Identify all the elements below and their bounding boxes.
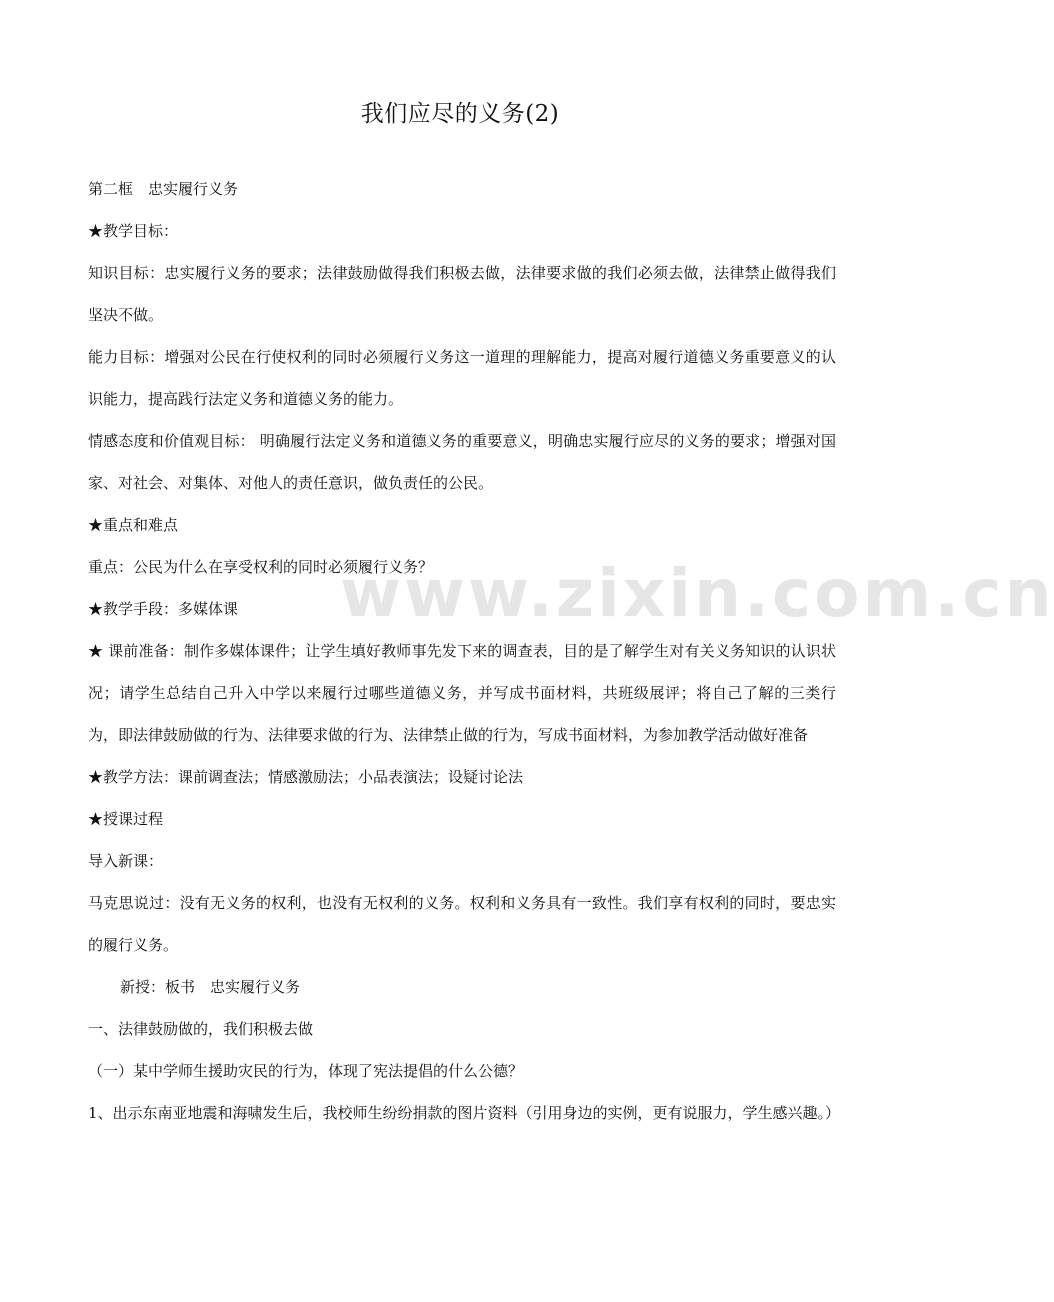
emotion-goal: 情感态度和价值观目标： 明确履行法定义务和道德义务的重要意义，明确忠实履行应尽的义务的要求；增强对国家、对社会、对集体、对他人的责任意识，做负责任的公民。: [88, 432, 836, 492]
key-point: 重点：公民为什么在享受权利的同时必须履行义务？: [88, 558, 434, 576]
document-title: 我们应尽的义务(2): [360, 101, 560, 127]
new-lesson: 新授：板书 忠实履行义务: [120, 978, 301, 996]
preparation: ★ 课前准备：制作多媒体课件；让学生填好教师事先发下来的调查表，目的是了解学生对有关义务知识的认识状况；请学生总结自己升入中学以来履行过哪些道德义务，并写成书面材料，共班级展评；将自己了解的三类行为，即法律鼓励做的行为、法律要求做的行为、法律禁止做的行为，写成书面材料，为参加教学活动做好准备: [88, 642, 836, 744]
teaching-goals-heading: ★教学目标：: [88, 222, 179, 240]
document-body: [88, 168, 841, 1134]
intro-heading: 导入新课：: [88, 852, 164, 870]
knowledge-goal: 知识目标：忠实履行义务的要求；法律鼓励做得我们积极去做，法律要求做的我们必须去做，法律禁止做得我们坚决不做。: [88, 264, 836, 324]
teaching-methods: ★教学方法：课前调查法；情感激励法；小品表演法；设疑讨论法: [88, 768, 524, 786]
teaching-means: ★教学手段：多媒体课: [88, 600, 239, 618]
intro-text: 马克思说过：没有无义务的权利，也没有无权利的义务。权利和义务具有一致性。我们享有权利的同时，要忠实的履行义务。: [88, 894, 836, 954]
key-points-heading: ★重点和难点: [88, 516, 179, 534]
part-one-heading: 一、法律鼓励做的，我们积极去做: [88, 1020, 314, 1038]
question-one: （一）某中学师生援助灾民的行为，体现了宪法提倡的什么公德？: [88, 1062, 524, 1080]
watermark: www.zixin.com.cn: [340, 555, 1054, 632]
lesson-process-heading: ★授课过程: [88, 810, 164, 828]
item-one: 1、出示东南亚地震和海啸发生后，我校师生纷纷捐款的图片资料（引用身边的实例，更有说服力，学生感兴趣。）: [88, 1104, 841, 1122]
section-heading: 第二框 忠实履行义务: [88, 180, 239, 198]
ability-goal: 能力目标：增强对公民在行使权利的同时必须履行义务这一道理的理解能力，提高对履行道德义务重要意义的认识能力，提高践行法定义务和道德义务的能力。: [88, 348, 836, 408]
